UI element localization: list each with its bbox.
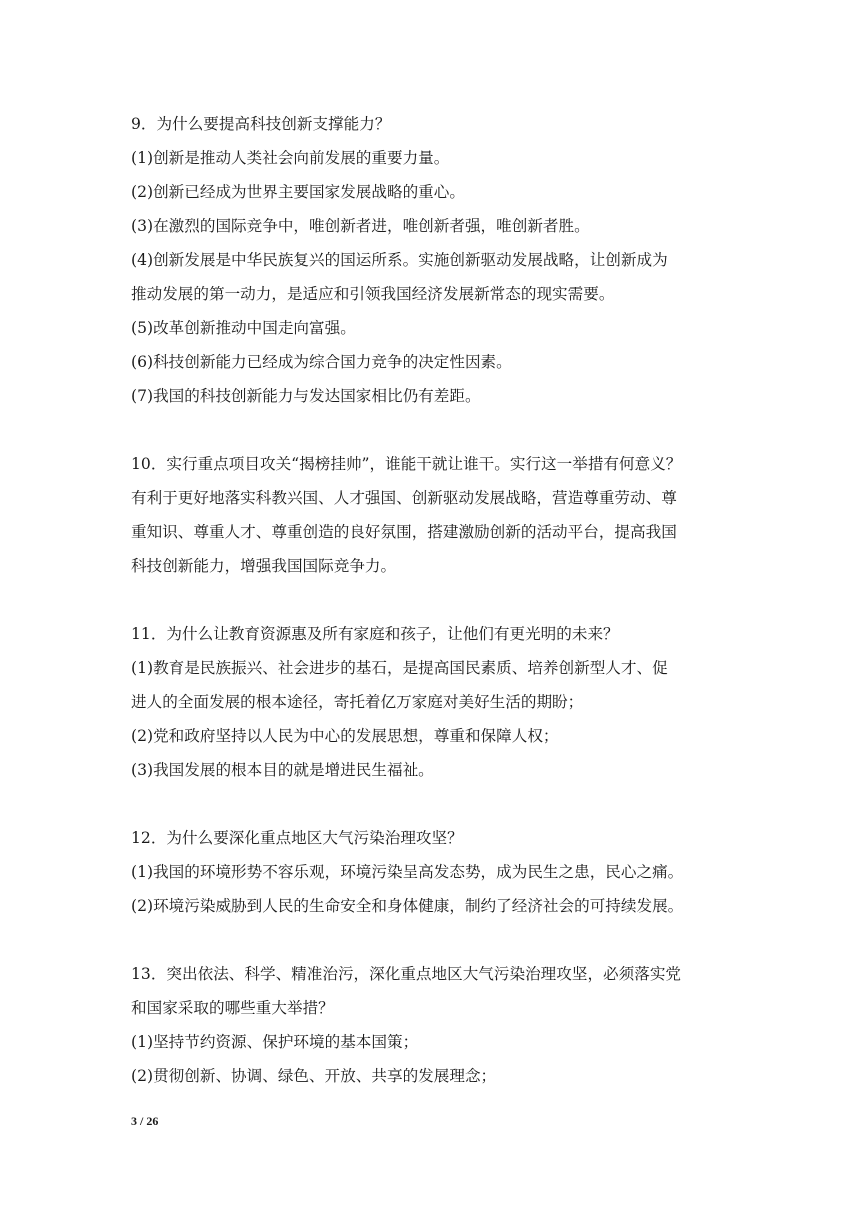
answer-line: (1)创新是推动人类社会向前发展的重要力量。 — [131, 149, 450, 167]
answer-line: (2)贯彻创新、协调、绿色、开放、共享的发展理念； — [131, 1067, 497, 1085]
answer-line: (3)在激烈的国际竞争中，唯创新者进，唯创新者强，唯创新者胜。 — [131, 217, 590, 235]
answer-line: (4)创新发展是中华民族复兴的国运所系。实施创新驱动发展战略，让创新成为 — [131, 251, 668, 269]
question-13 — [131, 957, 743, 1093]
answer-line: 推动发展的第一动力，是适应和引领我国经济发展新常态的现实需要。 — [131, 285, 615, 303]
answer-line: (1)坚持节约资源、保护环境的基本国策； — [131, 1033, 419, 1051]
answer-line: (2)环境污染威胁到人民的生命安全和身体健康，制约了经济社会的可持续发展。 — [131, 897, 684, 915]
answer-line: 重知识、尊重人才、尊重创造的良好氛围，搭建激励创新的活动平台，提高我国 — [131, 523, 677, 541]
page-number: 3 / 26 — [131, 1114, 159, 1128]
answer-line: (5)改革创新推动中国走向富强。 — [131, 319, 356, 337]
question-line: 和国家采取的哪些重大举措？ — [131, 999, 334, 1017]
answer-line: 科技创新能力，增强我国国际竞争力。 — [131, 557, 397, 575]
question-9 — [131, 107, 743, 413]
question-line: 12．为什么要深化重点地区大气污染治理攻坚？ — [131, 829, 463, 847]
answer-line: (2)创新已经成为世界主要国家发展战略的重心。 — [131, 183, 465, 201]
answer-line: (1)教育是民族振兴、社会进步的基石，是提高国民素质、培养创新型人才、促 — [131, 659, 668, 677]
section-spacer — [131, 413, 743, 447]
section-spacer — [131, 787, 743, 821]
question-line: 13．突出依法、科学、精准治污，深化重点地区大气污染治理攻坚，必须落实党 — [131, 965, 682, 983]
question-11 — [131, 617, 743, 787]
section-spacer — [131, 583, 743, 617]
answer-line: (2)党和政府坚持以人民为中心的发展思想，尊重和保障人权； — [131, 727, 559, 745]
question-line: 9．为什么要提高科技创新支撑能力？ — [131, 115, 391, 133]
answer-line: (1)我国的环境形势不容乐观，环境污染呈高发态势，成为民生之患，民心之痛。 — [131, 863, 684, 881]
answer-line: 进人的全面发展的根本途径，寄托着亿万家庭对美好生活的期盼； — [131, 693, 584, 711]
answer-line: (6)科技创新能力已经成为综合国力竞争的决定性因素。 — [131, 353, 512, 371]
answer-line: (3)我国发展的根本目的就是增进民生福祉。 — [131, 761, 434, 779]
question-10 — [131, 447, 743, 583]
document-body — [131, 107, 743, 1093]
section-spacer — [131, 923, 743, 957]
question-12 — [131, 821, 743, 923]
answer-line: (7)我国的科技创新能力与发达国家相比仍有差距。 — [131, 387, 481, 405]
question-line: 10．实行重点项目攻关“揭榜挂帅”，谁能干就让谁干。实行这一举措有何意义？ — [131, 455, 682, 473]
answer-line: 有利于更好地落实科教兴国、人才强国、创新驱动发展战略，营造尊重劳动、尊 — [131, 489, 677, 507]
question-line: 11．为什么让教育资源惠及所有家庭和孩子，让他们有更光明的未来？ — [131, 625, 619, 643]
